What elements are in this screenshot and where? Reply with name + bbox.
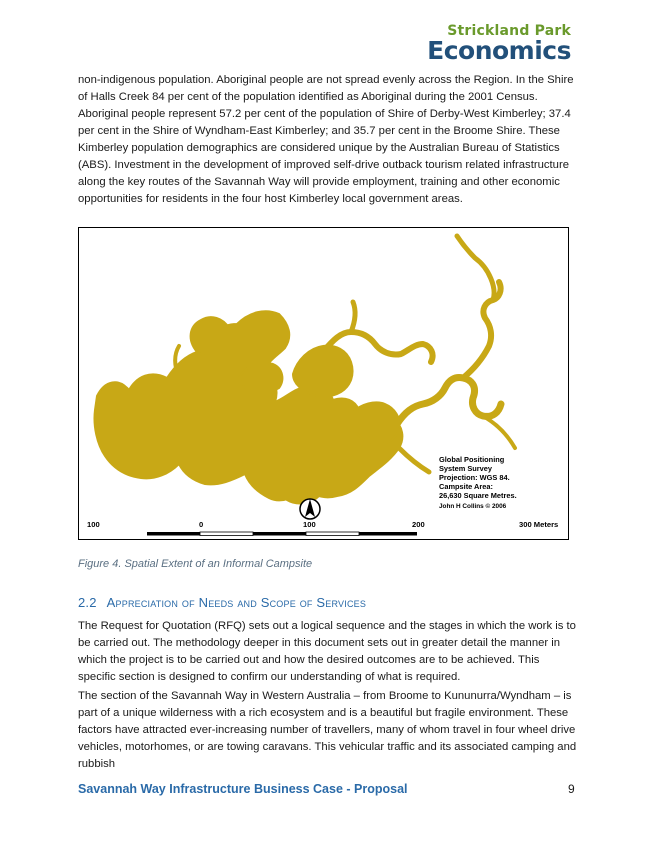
section-heading [78,595,366,610]
figure-caption: Figure 4. Spatial Extent of an Informal Campsite [78,558,313,570]
north-arrow-icon [300,499,320,519]
campsite-map [79,228,570,541]
scale-label-300-meters: 300 Meters [519,520,559,529]
campsite-map-figure [78,227,569,540]
scale-label-100: 100 [303,520,316,529]
section-number: 2.2 [78,595,97,610]
rfq-paragraph: The Request for Quotation (RFQ) sets out a logical sequence and the stages in which the work is to be carried out. The methodology deeper in this document sets out in greater detail the manner in which the project is to be carried out and how the desired outcomes are to be achieved. This specific section is designed to confirm our understanding of what is required. [78,620,576,683]
scale-label-0: 0 [199,520,204,529]
scale-label-200: 200 [412,520,425,529]
legend-credit: John H Collins © 2006 [439,503,507,510]
logo-line-2: Economics [427,36,571,65]
logo-line-1: Strickland Park [447,23,571,39]
savannah-paragraph: The section of the Savannah Way in Western Australia – from Broome to Kununurra/Wyndham – is part of a unique wilderness with a rich ecosystem and is a beautiful but fragile environment. These factors have attracted ever-increasing number of travellers, many of whom travel in four wheel drive vehicles, motorhomes, or are towing caravans. This vehicular traffic and its associated camping and rubbish [78,690,577,770]
scale-label-100-left: 100 [87,520,100,529]
page-number: 9 [568,782,575,796]
legend-line-5: 26,630 Square Metres. [439,491,517,500]
company-logo [427,24,571,63]
scale-bar [147,532,417,536]
intro-paragraph: non-indigenous population. Aboriginal people are not spread evenly across the Region. In the Shire of Halls Creek 84 per cent of the population identified as Aboriginal during the 2001 Census. Aboriginal people represent 57.2 per cent of the population of Shire of Derby-West Kimberley; 37.4 per cent in the Shire of Wyndham-East Kimberley; and 35.7 per cent in the Broome Shire. These Kimberley population demographics are considered unique by the Australian Bureau of Statistics (ABS). Investment in the development of improved self-drive outback tourism related infrastructure along the key routes of the Savannah Way will provide employment, training and other economic opportunities for residents in the four host Kimberley local government areas. [78,74,574,205]
legend-line-2: System Survey [439,464,492,473]
section-title: Appreciation of Needs and Scope of Services [106,595,367,610]
footer-title: Savannah Way Infrastructure Business Case - Proposal [78,782,408,796]
legend-line-3: Projection: WGS 84. [439,473,510,482]
legend-line-4: Campsite Area: [439,482,493,491]
legend-line-1: Global Positioning [439,455,505,464]
